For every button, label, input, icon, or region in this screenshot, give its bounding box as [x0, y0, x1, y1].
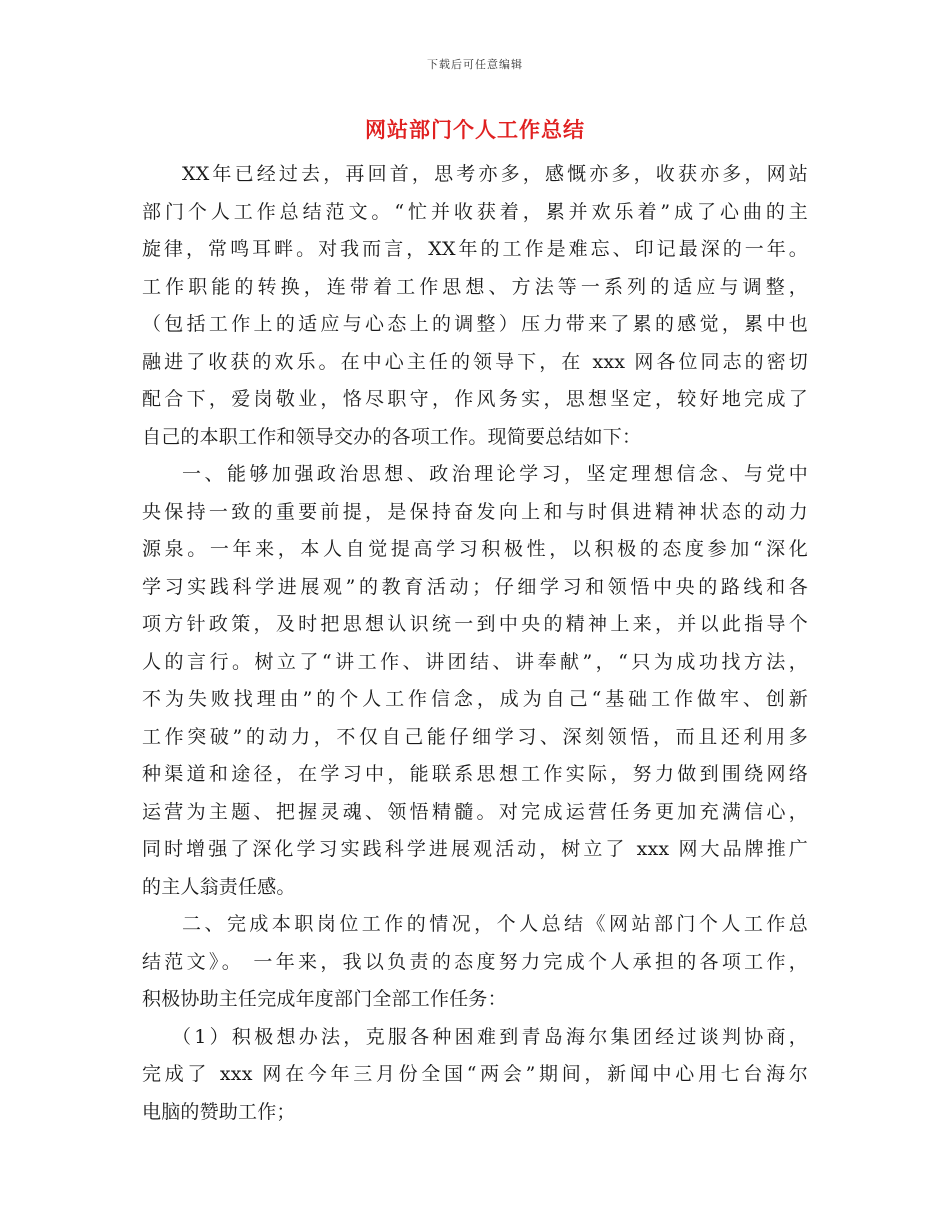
document-title: 网站部门个人工作总结 [365, 117, 585, 142]
paragraph-line: 央保持一致的重要前提，是保持奋发向上和与时俱进精神状态的动力 [142, 500, 808, 523]
paragraph-line: 旋律，常鸣耳畔。对我而言，XX年的工作是难忘、印记最深的一年。 [142, 238, 808, 260]
paragraph-line: 工作突破”的动力，不仅自己能仔细学习、深刻领悟，而且还利用多 [142, 725, 808, 748]
paragraph-line: 结范文》。 一年来，我以负责的态度努力完成个人承担的各项工作， [142, 950, 808, 973]
paragraph-line: （1）积极想办法，克服各种困难到青岛海尔集团经过谈判协商， [172, 1025, 808, 1048]
paragraph-line: 二、完成本职岗位工作的情况，个人总结《网站部门个人工作总 [182, 913, 808, 935]
paragraph-line: 一、能够加强政治思想、政治理论学习，坚定理想信念、与党中 [182, 463, 808, 485]
paragraph-line: 种渠道和途径，在学习中，能联系思想工作实际，努力做到围绕网络 [142, 763, 808, 785]
paragraph-line: 完成了 xxx 网在今年三月份全国“两会”期间，新闻中心用七台海尔 [142, 1063, 808, 1085]
paragraph-line: 的主人翁责任感。 [142, 875, 296, 898]
paragraph-line: 源泉。一年来，本人自觉提高学习积极性，以积极的态度参加“深化 [142, 538, 808, 560]
paragraph-line: 项方针政策，及时把思想认识统一到中央的精神上来，并以此指导个 [142, 613, 808, 635]
paragraph-line: XX年已经过去，再回首，思考亦多，感慨亦多，收获亦多，网站 [182, 163, 808, 185]
header-note: 下载后可任意编辑 [427, 58, 523, 71]
document-body [142, 156, 808, 1131]
paragraph-line: （包括工作上的适应与心态上的调整）压力带来了累的感觉，累中也 [142, 313, 808, 335]
paragraph-line: 运营为主题、把握灵魂、领悟精髓。对完成运营任务更加充满信心， [142, 800, 808, 823]
paragraph-line: 人的言行。树立了“讲工作、讲团结、讲奉献”，“只为成功找方法， [142, 650, 808, 673]
paragraph-line: 融进了收获的欢乐。在中心主任的领导下，在 xxx 网各位同志的密切 [142, 350, 808, 373]
paragraph-line: 学习实践科学进展观”的教育活动；仔细学习和领悟中央的路线和各 [142, 575, 808, 598]
paragraph-line: 电脑的赞助工作； [142, 1100, 296, 1123]
paragraph-line: 部门个人工作总结范文。“忙并收获着，累并欢乐着”成了心曲的主 [142, 200, 808, 223]
paragraph-line: 同时增强了深化学习实践科学进展观活动，树立了 xxx 网大品牌推广 [142, 838, 808, 860]
paragraph-line: 自己的本职工作和领导交办的各项工作。现简要总结如下： [142, 425, 642, 448]
paragraph-line: 配合下，爱岗敬业，恪尽职守，作风务实，思想坚定，较好地完成了 [142, 388, 808, 410]
paragraph-line: 不为失败找理由”的个人工作信念，成为自己“基础工作做牢、创新 [142, 688, 808, 710]
paragraph-line: 工作职能的转换，连带着工作思想、方法等一系列的适应与调整， [142, 275, 808, 298]
paragraph-line: 积极协助主任完成年度部门全部工作任务： [142, 988, 507, 1010]
